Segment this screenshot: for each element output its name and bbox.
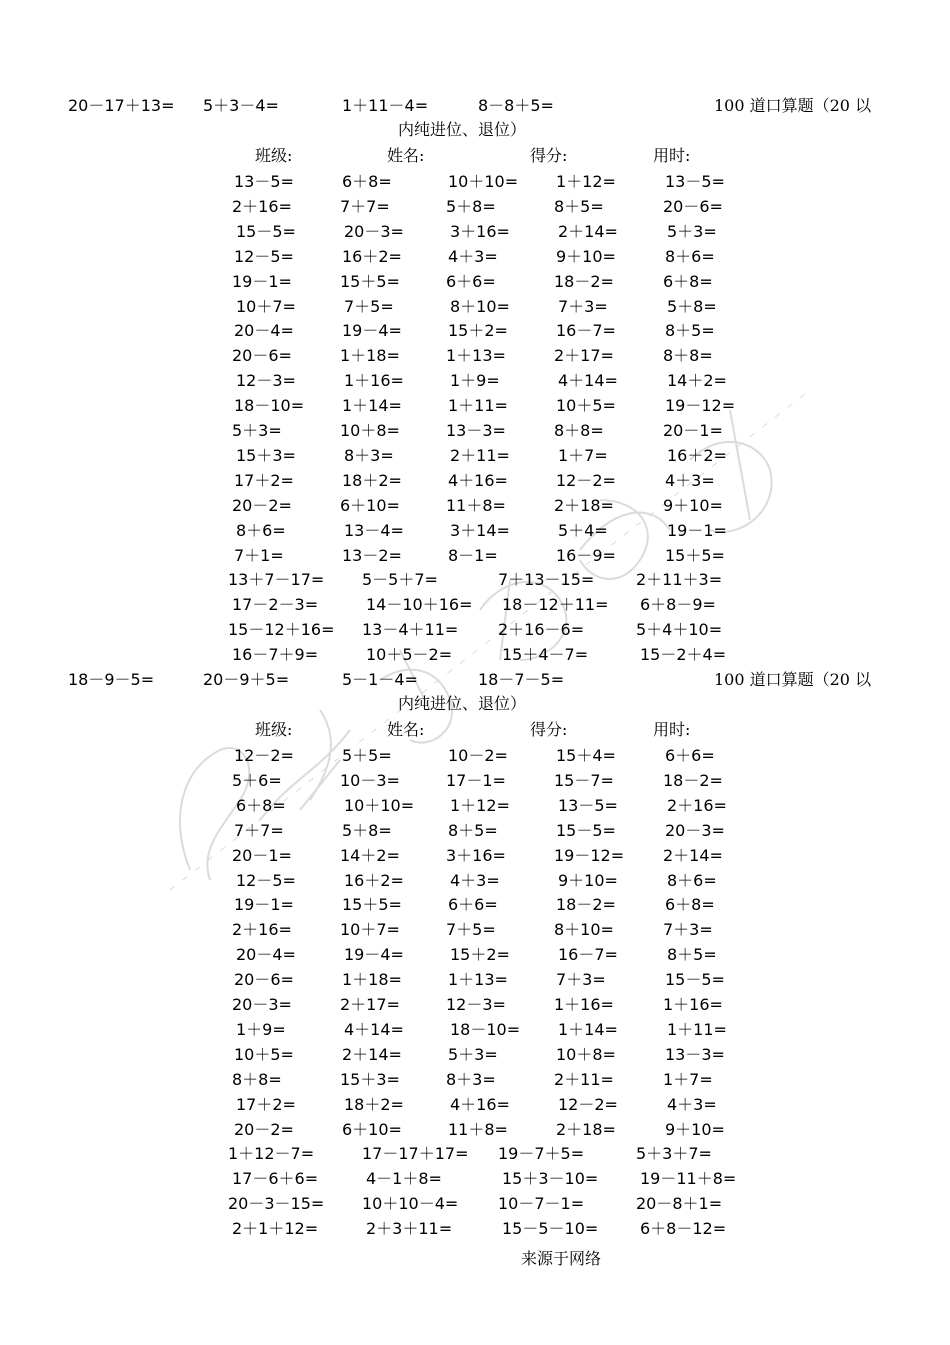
problem-cell: 8＋3= xyxy=(446,1069,496,1089)
problem-cell: 17＋2= xyxy=(236,1094,296,1114)
problem-cell: 8－1= xyxy=(448,545,498,565)
problem-cell: 16－7= xyxy=(558,945,618,965)
problem-cell: 1＋7= xyxy=(558,445,608,465)
problem-cell: 5＋3= xyxy=(232,421,282,440)
problem-cell: 19－4= xyxy=(342,321,402,341)
problem-cell: 16＋2= xyxy=(342,246,402,266)
problem-cell: 15＋4= xyxy=(556,746,616,765)
problem-cell: 7＋3= xyxy=(663,920,713,940)
problem-cell: 9＋10= xyxy=(663,495,723,515)
problem-cell: 10＋8= xyxy=(556,1044,616,1064)
header-expression: 18－7－5= xyxy=(478,670,565,689)
problem-cell: 14＋2= xyxy=(340,845,400,865)
problem-cell: 5＋8= xyxy=(446,196,496,216)
problem-cell: 10＋8= xyxy=(340,421,400,440)
problem-cell: 20－1= xyxy=(663,421,723,440)
problem-cell: 6＋8= xyxy=(665,895,715,915)
problem-cell: 15－5= xyxy=(665,970,725,990)
problem-cell: 8＋5= xyxy=(554,196,604,216)
problem-cell: 20－2= xyxy=(234,1119,294,1139)
problem-cell: 15－5= xyxy=(556,820,616,840)
problem-cell: 10－2= xyxy=(448,746,508,765)
problem-cell: 8＋8= xyxy=(554,421,604,440)
problem-cell: 13－4= xyxy=(344,520,404,540)
header-expression: 18－9－5= xyxy=(68,670,155,689)
mixed-problem-cell: 14－10＋16= xyxy=(366,595,473,615)
mixed-problem-cell: 2＋1＋12= xyxy=(232,1219,319,1239)
problem-cell: 5＋8= xyxy=(342,820,392,840)
problem-cell: 4＋3= xyxy=(667,1094,717,1114)
problem-cell: 4＋3= xyxy=(448,246,498,266)
problem-cell: 18＋2= xyxy=(344,1094,404,1114)
problem-cell: 9＋10= xyxy=(665,1119,725,1139)
problem-cell: 1＋9= xyxy=(236,1019,286,1039)
problem-cell: 8＋6= xyxy=(665,246,715,266)
mixed-problem-cell: 6＋8－12= xyxy=(640,1219,727,1239)
problem-cell: 2＋16= xyxy=(232,196,292,216)
problem-cell: 2＋11= xyxy=(554,1069,614,1089)
problem-cell: 20－3= xyxy=(344,221,404,241)
problem-cell: 16＋2= xyxy=(667,445,727,465)
problem-cell: 4＋16= xyxy=(450,1094,510,1114)
footer-source: 来源于网络 xyxy=(521,1249,602,1268)
problem-cell: 1＋14= xyxy=(558,1019,618,1039)
problem-cell: 2＋11= xyxy=(450,445,510,465)
problem-cell: 2＋16= xyxy=(667,795,727,815)
problem-cell: 8＋5= xyxy=(667,945,717,965)
problem-cell: 19－1= xyxy=(667,520,727,540)
mixed-problem-cell: 16－7＋9= xyxy=(232,645,319,665)
problem-cell: 20－3= xyxy=(232,995,292,1014)
problem-cell: 9＋10= xyxy=(556,246,616,266)
problem-cell: 20－6= xyxy=(663,196,723,216)
problem-cell: 8＋8= xyxy=(663,346,713,366)
mixed-problem-cell: 1＋12－7= xyxy=(228,1144,315,1164)
problem-cell: 1＋13= xyxy=(448,970,508,990)
problem-cell: 7＋3= xyxy=(558,296,608,316)
mixed-problem-cell: 2＋16－6= xyxy=(498,620,585,640)
problem-cell: 1＋16= xyxy=(554,995,614,1014)
problem-cell: 1＋11= xyxy=(448,396,508,416)
problem-cell: 20－6= xyxy=(234,970,294,990)
problem-cell: 4＋14= xyxy=(344,1019,404,1039)
problem-cell: 20－1= xyxy=(232,845,292,865)
worksheet-title-continued: 内纯进位、退位） xyxy=(398,694,527,713)
worksheet-title: 100 道口算题（20 以 xyxy=(714,96,872,115)
label-time: 用时: xyxy=(653,720,691,739)
mixed-problem-cell: 5＋4＋10= xyxy=(636,620,723,640)
problem-cell: 2＋18= xyxy=(556,1119,616,1139)
problem-cell: 20－3= xyxy=(665,820,725,840)
problem-cell: 8＋5= xyxy=(665,321,715,341)
problem-cell: 1＋7= xyxy=(663,1069,713,1089)
mixed-problem-cell: 13＋7－17= xyxy=(228,570,325,590)
problem-cell: 7＋7= xyxy=(340,196,390,216)
problem-cell: 2＋14= xyxy=(663,845,723,865)
problem-cell: 2＋17= xyxy=(340,995,400,1014)
problem-cell: 12－5= xyxy=(234,246,294,266)
problem-cell: 8＋10= xyxy=(450,296,510,316)
mixed-problem-cell: 10＋5－2= xyxy=(366,645,453,665)
problem-cell: 8＋8= xyxy=(232,1069,282,1089)
mixed-problem-cell: 15－5－10= xyxy=(502,1219,599,1239)
mixed-problem-cell: 15－2＋4= xyxy=(640,645,727,665)
mixed-problem-cell: 17－6＋6= xyxy=(232,1169,319,1189)
label-time: 用时: xyxy=(653,146,691,165)
mixed-problem-cell: 2＋3＋11= xyxy=(366,1219,453,1239)
problem-cell: 16＋2= xyxy=(344,870,404,890)
problem-cell: 11＋8= xyxy=(448,1119,508,1139)
header-expression: 5－1－4= xyxy=(342,670,418,689)
problem-cell: 7＋5= xyxy=(446,920,496,940)
header-expression: 20－17＋13= xyxy=(68,96,175,115)
mixed-problem-cell: 5＋3＋7= xyxy=(636,1144,712,1164)
problem-cell: 7＋3= xyxy=(556,970,606,990)
problem-cell: 3＋16= xyxy=(446,845,506,865)
problem-cell: 15＋3= xyxy=(340,1069,400,1089)
label-name: 姓名: xyxy=(387,146,425,165)
problem-cell: 18－10= xyxy=(234,396,305,416)
problem-cell: 10＋7= xyxy=(236,296,296,316)
problem-cell: 5＋3= xyxy=(448,1044,498,1064)
problem-cell: 2＋18= xyxy=(554,495,614,515)
mixed-problem-cell: 2＋11＋3= xyxy=(636,570,723,590)
label-name: 姓名: xyxy=(387,720,425,739)
mixed-problem-cell: 15＋3－10= xyxy=(502,1169,599,1189)
mixed-problem-cell: 17－2－3= xyxy=(232,595,319,615)
problem-cell: 1＋9= xyxy=(450,371,500,391)
problem-cell: 3＋16= xyxy=(450,221,510,241)
problem-cell: 9＋10= xyxy=(558,870,618,890)
problem-cell: 16－7= xyxy=(556,321,616,341)
problem-cell: 4＋3= xyxy=(665,470,715,490)
problem-cell: 18－10= xyxy=(450,1019,521,1039)
mixed-problem-cell: 17－17＋17= xyxy=(362,1144,469,1164)
problem-cell: 3＋14= xyxy=(450,520,510,540)
problem-cell: 15＋5= xyxy=(665,545,725,565)
problem-cell: 4＋14= xyxy=(558,371,618,391)
problem-cell: 10＋7= xyxy=(340,920,400,940)
problem-cell: 1＋12= xyxy=(450,795,510,815)
problem-cell: 6＋8= xyxy=(342,172,392,191)
problem-cell: 15－5= xyxy=(236,221,296,241)
problem-cell: 19－1= xyxy=(234,895,294,915)
mixed-problem-cell: 15＋4－7= xyxy=(502,645,589,665)
header-expression: 8－8＋5= xyxy=(478,96,554,115)
problem-cell: 6＋6= xyxy=(448,895,498,915)
problem-cell: 1＋16= xyxy=(663,995,723,1014)
worksheet-title: 100 道口算题（20 以 xyxy=(714,670,872,689)
problem-cell: 10＋5= xyxy=(556,396,616,416)
problem-cell: 5＋8= xyxy=(667,296,717,316)
problem-cell: 10＋10= xyxy=(344,795,415,815)
problem-cell: 2＋14= xyxy=(558,221,618,241)
problem-cell: 12－3= xyxy=(236,371,296,391)
problem-cell: 6＋6= xyxy=(665,746,715,765)
problem-cell: 14＋2= xyxy=(667,371,727,391)
problem-cell: 6＋10= xyxy=(340,495,400,515)
problem-cell: 1＋13= xyxy=(446,346,506,366)
problem-cell: 2＋17= xyxy=(554,346,614,366)
mixed-problem-cell: 5－5＋7= xyxy=(362,570,438,590)
problem-cell: 15＋5= xyxy=(342,895,402,915)
problem-cell: 18－2= xyxy=(663,770,723,790)
problem-cell: 13－3= xyxy=(665,1044,725,1064)
mixed-problem-cell: 6＋8－9= xyxy=(640,595,716,615)
problem-cell: 6＋8= xyxy=(663,271,713,291)
header-expression: 5＋3－4= xyxy=(203,96,279,115)
problem-cell: 19－4= xyxy=(344,945,404,965)
problem-cell: 19－12= xyxy=(554,845,625,865)
problem-cell: 18＋2= xyxy=(342,470,402,490)
problem-cell: 15＋3= xyxy=(236,445,296,465)
problem-cell: 13－5= xyxy=(665,172,725,191)
problem-cell: 10＋10= xyxy=(448,172,519,191)
problem-cell: 2＋14= xyxy=(342,1044,402,1064)
problem-cell: 20－4= xyxy=(234,321,294,341)
label-score: 得分: xyxy=(530,720,568,739)
problem-cell: 15＋5= xyxy=(340,271,400,291)
mixed-problem-cell: 10＋10－4= xyxy=(362,1194,459,1214)
problem-cell: 7＋1= xyxy=(234,545,284,565)
mixed-problem-cell: 10－7－1= xyxy=(498,1194,585,1214)
problem-cell: 10－3= xyxy=(340,770,400,790)
worksheet-title-continued: 内纯进位、退位） xyxy=(398,120,527,139)
problem-cell: 1＋18= xyxy=(342,970,402,990)
problem-cell: 13－5= xyxy=(234,172,294,191)
mixed-problem-cell: 18－12＋11= xyxy=(502,595,609,615)
problem-cell: 6＋6= xyxy=(446,271,496,291)
problem-cell: 19－1= xyxy=(232,271,292,291)
problem-cell: 13－2= xyxy=(342,545,402,565)
problem-cell: 15＋2= xyxy=(448,321,508,341)
problem-cell: 1＋14= xyxy=(342,396,402,416)
problem-cell: 1＋11= xyxy=(667,1019,727,1039)
problem-cell: 1＋16= xyxy=(344,371,404,391)
problem-cell: 17－1= xyxy=(446,770,506,790)
problem-cell: 18－2= xyxy=(556,895,616,915)
problem-cell: 7＋7= xyxy=(234,820,284,840)
problem-cell: 5＋4= xyxy=(558,520,608,540)
problem-cell: 19－12= xyxy=(665,396,736,416)
problem-cell: 16－9= xyxy=(556,545,616,565)
mixed-problem-cell: 15－12＋16= xyxy=(228,620,335,640)
problem-cell: 5＋3= xyxy=(667,221,717,241)
problem-cell: 12－2= xyxy=(556,470,616,490)
problem-cell: 20－6= xyxy=(232,346,292,366)
problem-cell: 8＋6= xyxy=(667,870,717,890)
problem-cell: 17＋2= xyxy=(234,470,294,490)
problem-cell: 20－2= xyxy=(232,495,292,515)
problem-cell: 7＋5= xyxy=(344,296,394,316)
mixed-problem-cell: 4－1＋8= xyxy=(366,1169,442,1189)
problem-cell: 8＋10= xyxy=(554,920,614,940)
mixed-problem-cell: 13－4＋11= xyxy=(362,620,459,640)
problem-cell: 6＋8= xyxy=(236,795,286,815)
mixed-problem-cell: 20－8＋1= xyxy=(636,1194,723,1214)
label-class: 班级: xyxy=(255,146,293,165)
problem-cell: 12－2= xyxy=(558,1094,618,1114)
problem-cell: 13－5= xyxy=(558,795,618,815)
problem-cell: 11＋8= xyxy=(446,495,506,515)
problem-cell: 4＋16= xyxy=(448,470,508,490)
mixed-problem-cell: 19－7＋5= xyxy=(498,1144,585,1164)
problem-cell: 18－2= xyxy=(554,271,614,291)
label-class: 班级: xyxy=(255,720,293,739)
header-expression: 20－9＋5= xyxy=(203,670,290,689)
mixed-problem-cell: 20－3－15= xyxy=(228,1194,325,1214)
problem-cell: 15＋2= xyxy=(450,945,510,965)
problem-cell: 5＋6= xyxy=(232,770,282,790)
problem-cell: 4＋3= xyxy=(450,870,500,890)
header-expression: 1＋11－4= xyxy=(342,96,429,115)
problem-cell: 6＋10= xyxy=(342,1119,402,1139)
problem-cell: 8＋6= xyxy=(236,520,286,540)
problem-cell: 10＋5= xyxy=(234,1044,294,1064)
problem-cell: 12－3= xyxy=(446,995,506,1014)
problem-cell: 15－7= xyxy=(554,770,614,790)
problem-cell: 2＋16= xyxy=(232,920,292,940)
problem-cell: 13－3= xyxy=(446,421,506,440)
label-score: 得分: xyxy=(530,146,568,165)
mixed-problem-cell: 7＋13－15= xyxy=(498,570,595,590)
problem-cell: 1＋12= xyxy=(556,172,616,191)
problem-cell: 8＋3= xyxy=(344,445,394,465)
problem-cell: 12－5= xyxy=(236,870,296,890)
problem-cell: 5＋5= xyxy=(342,746,392,765)
mixed-problem-cell: 19－11＋8= xyxy=(640,1169,737,1189)
problem-cell: 12－2= xyxy=(234,746,294,765)
problem-cell: 20－4= xyxy=(236,945,296,965)
problem-cell: 8＋5= xyxy=(448,820,498,840)
problem-cell: 1＋18= xyxy=(340,346,400,366)
